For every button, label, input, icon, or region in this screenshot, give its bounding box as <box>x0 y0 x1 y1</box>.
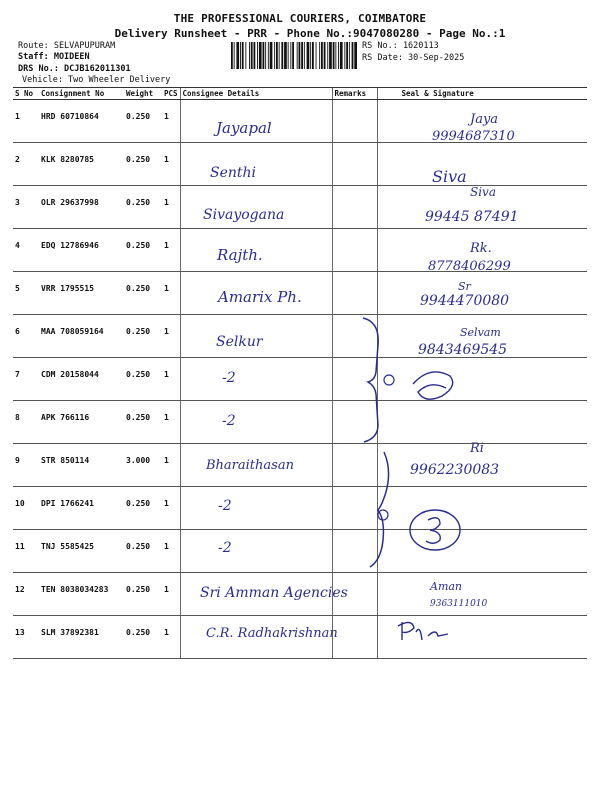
cell-consignment: DPI 1766241 <box>39 487 124 530</box>
phone-3: 99445 87491 <box>425 209 519 225</box>
table-row <box>13 487 587 530</box>
cell-remarks <box>332 530 377 573</box>
cell-signature <box>377 358 587 401</box>
table-row <box>13 401 587 444</box>
cell-signature <box>377 401 587 444</box>
cell-remarks <box>332 229 377 272</box>
barcode-bar <box>352 42 354 69</box>
barcode-bar <box>270 42 273 69</box>
cell-sno: 5 <box>13 272 39 315</box>
barcode-bar <box>236 42 239 69</box>
route-label: Route: SELVAPUPURAM <box>18 41 116 51</box>
consignee-hand-9: Bharaithasan <box>206 458 294 473</box>
consignee-hand-4: Rajth. <box>217 246 263 264</box>
cell-consignment: HRD 60710864 <box>39 100 124 143</box>
consignee-hand-3: Sivayogana <box>203 207 285 223</box>
cell-pcs: 1 <box>162 272 180 315</box>
table-row <box>13 315 587 358</box>
cell-weight: 0.250 <box>124 616 162 659</box>
consignee-hand-1: Jayapal <box>216 119 272 137</box>
consignee-hand-10: -2 <box>218 498 232 514</box>
cell-sno: 1 <box>13 100 39 143</box>
cell-consignment: EDQ 12786946 <box>39 229 124 272</box>
barcode-bar <box>265 42 266 69</box>
cell-consignment: STR 850114 <box>39 444 124 487</box>
cell-signature <box>377 272 587 315</box>
cell-consignment: KLK 8280785 <box>39 143 124 186</box>
table-row <box>13 530 587 573</box>
col-pcs: PCS <box>162 88 180 100</box>
barcode-bar <box>346 42 348 69</box>
barcode-bar <box>257 42 258 69</box>
barcode-bar <box>324 42 326 69</box>
signature-6: Selvam <box>460 326 501 339</box>
cell-pcs: 1 <box>162 229 180 272</box>
barcode-bar <box>312 42 314 69</box>
vehicle-label: Vehicle: Two Wheeler Delivery <box>22 75 171 85</box>
staff-label: Staff: MOIDEEN <box>18 52 90 62</box>
cell-signature <box>377 100 587 143</box>
rs-date: RS Date: 30-Sep-2025 <box>362 53 465 63</box>
table-row <box>13 229 587 272</box>
col-weight: Weight <box>124 88 162 100</box>
table-row <box>13 616 587 659</box>
cell-consignment: OLR 29637998 <box>39 186 124 229</box>
cell-remarks <box>332 315 377 358</box>
barcode-bar <box>281 42 283 69</box>
cell-consignee <box>180 315 332 358</box>
table-row <box>13 573 587 616</box>
cell-consignment: APK 766116 <box>39 401 124 444</box>
barcode-bar <box>251 42 253 69</box>
cell-consignment: VRR 1795515 <box>39 272 124 315</box>
cell-remarks <box>332 487 377 530</box>
cell-signature <box>377 229 587 272</box>
cell-weight: 0.250 <box>124 272 162 315</box>
phone-5: 9944470080 <box>420 293 510 309</box>
cell-consignment: CDM 20158044 <box>39 358 124 401</box>
cell-remarks <box>332 573 377 616</box>
barcode-bar <box>297 42 298 69</box>
document-subtitle: Delivery Runsheet - PRR - Phone No.:9047080280 - Page No.:1 <box>114 27 506 40</box>
col-consignee: Consignee Details <box>180 88 332 100</box>
cell-weight: 0.250 <box>124 186 162 229</box>
barcode-bar <box>349 42 350 69</box>
col-remarks: Remarks <box>332 88 377 100</box>
barcode-bar <box>274 42 275 69</box>
cell-sno: 11 <box>13 530 39 573</box>
barcode-bar <box>292 42 294 69</box>
cell-consignment: MAA 708059164 <box>39 315 124 358</box>
cell-weight: 0.250 <box>124 315 162 358</box>
consignee-hand-13: C.R. Radhakrishnan <box>206 626 338 641</box>
cell-consignee <box>180 358 332 401</box>
cell-weight: 0.250 <box>124 573 162 616</box>
phone-12: 9363111010 <box>430 599 488 609</box>
cell-sno: 9 <box>13 444 39 487</box>
cell-consignment: TNJ 5585425 <box>39 530 124 573</box>
barcode-bar <box>234 42 235 69</box>
signature-4: Rk. <box>470 241 492 256</box>
barcode-bar <box>304 42 305 69</box>
cell-remarks <box>332 272 377 315</box>
barcode-bar <box>338 42 339 69</box>
cell-consignee <box>180 272 332 315</box>
cell-consignee <box>180 229 332 272</box>
cell-pcs: 1 <box>162 315 180 358</box>
cell-sno: 6 <box>13 315 39 358</box>
cell-signature <box>377 143 587 186</box>
cell-sno: 13 <box>13 616 39 659</box>
barcode-bar <box>354 42 357 69</box>
cell-sno: 10 <box>13 487 39 530</box>
cell-signature <box>377 616 587 659</box>
cell-sno: 2 <box>13 143 39 186</box>
table-row <box>13 444 587 487</box>
cell-consignment: TEN 8038034283 <box>39 573 124 616</box>
cell-consignee <box>180 100 332 143</box>
signature-3: Siva <box>470 185 496 199</box>
cell-consignee <box>180 401 332 444</box>
cell-weight: 0.250 <box>124 100 162 143</box>
barcode-bar <box>245 42 246 69</box>
cell-sno: 7 <box>13 358 39 401</box>
cell-pcs: 1 <box>162 530 180 573</box>
barcode-bar <box>299 42 301 69</box>
barcode-bar <box>301 42 303 69</box>
cell-signature <box>377 530 587 573</box>
barcode-bar <box>254 42 256 69</box>
cell-weight: 0.250 <box>124 358 162 401</box>
cell-weight: 0.250 <box>124 229 162 272</box>
rs-number: RS No.: 1620113 <box>362 41 439 51</box>
cell-signature <box>377 186 587 229</box>
runsheet-table <box>13 87 587 659</box>
consignee-hand-8: -2 <box>222 413 236 429</box>
barcode-bar <box>290 42 291 69</box>
cell-remarks <box>332 358 377 401</box>
cell-pcs: 1 <box>162 186 180 229</box>
cell-sno: 3 <box>13 186 39 229</box>
signature-1: Jaya <box>470 112 499 127</box>
barcode-bar <box>259 42 262 69</box>
consignee-hand-7: -2 <box>222 370 236 386</box>
cell-consignment: SLM 37892381 <box>39 616 124 659</box>
cell-sno: 12 <box>13 573 39 616</box>
barcode-bar <box>321 42 323 69</box>
cell-remarks <box>332 401 377 444</box>
table-row <box>13 358 587 401</box>
phone-4: 8778406299 <box>428 259 511 274</box>
barcode-bar <box>276 42 278 69</box>
consignee-hand-2: Senthi <box>210 165 257 181</box>
cell-pcs: 1 <box>162 100 180 143</box>
cell-pcs: 1 <box>162 487 180 530</box>
cell-weight: 0.250 <box>124 530 162 573</box>
barcode-bar <box>310 42 311 69</box>
cell-remarks <box>332 616 377 659</box>
cell-weight: 3.000 <box>124 444 162 487</box>
cell-sno: 4 <box>13 229 39 272</box>
cell-consignee <box>180 530 332 573</box>
cell-consignee <box>180 143 332 186</box>
barcode-bar <box>327 42 328 69</box>
cell-pcs: 1 <box>162 444 180 487</box>
barcode-bar <box>319 42 320 69</box>
drs-number: DRS No.: DCJB162011301 <box>18 64 131 74</box>
barcode-bar <box>268 42 269 69</box>
cell-pcs: 1 <box>162 401 180 444</box>
table-row <box>13 143 587 186</box>
cell-consignee <box>180 444 332 487</box>
cell-signature <box>377 573 587 616</box>
cell-consignee <box>180 573 332 616</box>
barcode-bar <box>335 42 336 69</box>
table-header-row <box>13 88 587 100</box>
barcode-bar <box>307 42 310 69</box>
cell-remarks <box>332 186 377 229</box>
barcode-bar <box>316 42 317 69</box>
consignee-hand-5: Amarix Ph. <box>218 288 302 306</box>
cell-weight: 0.250 <box>124 401 162 444</box>
barcode-bar <box>329 42 332 69</box>
consignee-hand-11: -2 <box>218 540 232 556</box>
cell-consignee <box>180 616 332 659</box>
barcode-bar <box>263 42 265 69</box>
phone-1: 9994687310 <box>432 129 515 144</box>
barcode-bar <box>242 42 244 69</box>
cell-pcs: 1 <box>162 358 180 401</box>
col-signature: Seal & Signature <box>377 88 587 100</box>
barcode-bar <box>249 42 250 69</box>
signature-9: Ri <box>470 441 484 456</box>
phone-6: 9843469545 <box>418 342 508 358</box>
table-row <box>13 100 587 143</box>
document-title: THE PROFESSIONAL COURIERS, COIMBATORE <box>173 12 427 25</box>
cell-weight: 0.250 <box>124 487 162 530</box>
signature-12: Aman <box>430 580 463 593</box>
barcode-bar <box>333 42 335 69</box>
cell-consignee <box>180 186 332 229</box>
col-sno: S No <box>13 88 39 100</box>
cell-pcs: 1 <box>162 573 180 616</box>
col-consignment: Consignment No <box>39 88 124 100</box>
cell-weight: 0.250 <box>124 143 162 186</box>
table-row <box>13 186 587 229</box>
consignee-hand-12: Sri Amman Agencies <box>200 585 348 601</box>
cell-remarks <box>332 100 377 143</box>
cell-pcs: 1 <box>162 616 180 659</box>
signature-2: Siva <box>432 167 467 186</box>
barcode-bar <box>240 42 241 69</box>
consignee-hand-6: Selkur <box>216 334 263 350</box>
barcode <box>231 42 357 69</box>
barcode-bar <box>231 42 233 69</box>
barcode-bar <box>288 42 289 69</box>
barcode-bar <box>284 42 287 69</box>
cell-pcs: 1 <box>162 143 180 186</box>
cell-remarks <box>332 143 377 186</box>
phone-9: 9962230083 <box>410 462 500 478</box>
cell-signature <box>377 487 587 530</box>
cell-signature <box>377 315 587 358</box>
cell-signature <box>377 444 587 487</box>
barcode-bar <box>344 42 345 69</box>
cell-remarks <box>332 444 377 487</box>
cell-sno: 8 <box>13 401 39 444</box>
signature-5: Sr <box>458 280 471 293</box>
barcode-bar <box>340 42 343 69</box>
barcode-bar <box>279 42 280 69</box>
table-row <box>13 272 587 315</box>
cell-consignee <box>180 487 332 530</box>
